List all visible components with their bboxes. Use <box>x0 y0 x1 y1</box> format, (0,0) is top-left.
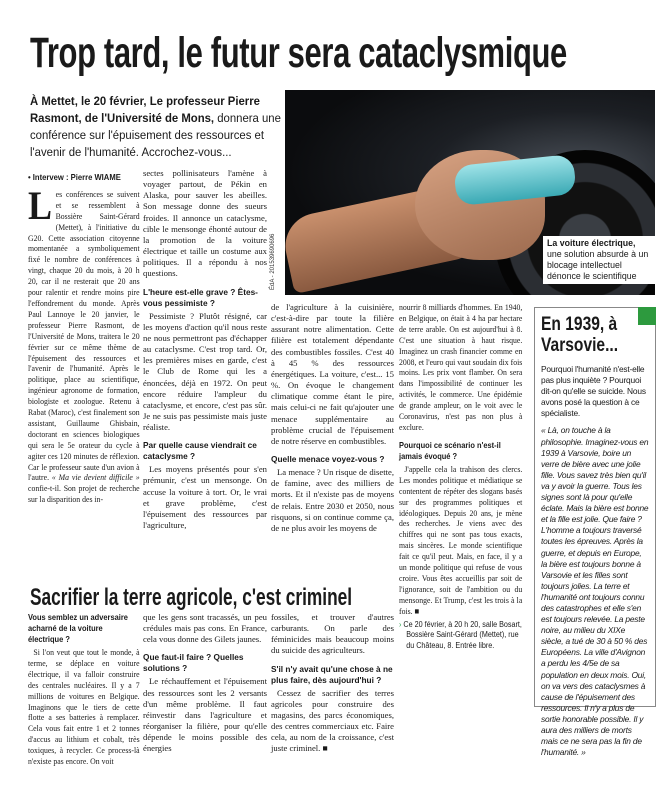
bottom-col-2 <box>143 612 267 755</box>
subheadline: Sacrifier la terre agricole, c'est criminel <box>30 584 353 611</box>
article-col-2 <box>143 168 267 531</box>
photo-credit: ÉdA - 201539690696 <box>270 233 276 290</box>
event-info-text: Ce 20 février, à 20 h 20, salle Bosart, Bossière Saint-Gérard (Mettet), rue du Château, 8. Entrée libre. <box>403 619 522 650</box>
article-col-3 <box>271 302 394 534</box>
answer: La menace ? Un risque de disette, de famine, avec des milliers de morts. Et il n'existe pas de moyens de relais. Entre 2030 et 2050, nous risquons, si on continue comme ça, de ne plus avoir les moyens de <box>271 467 394 533</box>
paragraph-text: confie-t-il. Son projet de recherche sur la disparition des in- <box>28 483 140 505</box>
article-col-1 <box>28 172 140 505</box>
question: Par quelle cause viendrait ce cataclysme ? <box>143 440 257 462</box>
sidebar-lead: Pourquoi l'humanité n'est-elle pas plus inquiète ? Pourquoi dit-on qu'elle se suicide. Nous avons posé la question à ce spécialiste. <box>541 364 646 419</box>
paragraph: de l'agriculture à la cuisinière, c'est-à-dire par toute la filière assurant notre alimentation. Cette filière est totalement dépendante des combustibles fossiles. C'est 40 à 45 % des ressources énergétiques. La voiture, c'est... 15 %. On évoque le changement climatique comme étant le pire, mais celui-ci ne fait qu'ajouter une menace supplémentaire au problème crucial de l'épuisement de notre réserve en combustibles. <box>271 302 394 446</box>
sidebar-title: En 1939, à Varsovie... <box>541 314 619 356</box>
bottom-col-3 <box>271 612 394 755</box>
lead-paragraph <box>28 182 140 505</box>
question: Que faut-il faire ? Quelles solutions ? <box>143 652 244 674</box>
drop-cap: L <box>28 182 53 228</box>
question: Quelle menace voyez-vous ? <box>271 454 385 465</box>
quote: « Ma vie devient difficile » <box>51 472 140 483</box>
headline: Trop tard, le futur sera cataclysmique <box>30 29 567 77</box>
intro-text: donnera une conférence sur l'épuisement des ressources et l'avenir de l'humanité. Accrochez-vous... <box>30 111 281 159</box>
arrow-icon: › <box>399 619 402 629</box>
intro <box>30 93 283 161</box>
answer: Pessimiste ? Plutôt résigné, car les moyens d'action qu'il nous reste ne nous permettront pas d'échapper au cataclysme. C'est trop tard. Or, les premières mises en garde, c'est le Club de Rome qui les a énoncées, déjà en 1972. On peut encore réduire l'ampleur du cataclysme, et encore, c'est pas sûr. Je ne suis pas pessimiste mais juste réaliste. <box>143 310 267 433</box>
answer: Cessez de sacrifier des terres agricoles pour construire des magasins, des parcs économiques, des centres commerciaux etc. Faire cela, au nom de la croissance, c'est juste criminel. ■ <box>271 687 394 754</box>
paragraph: nourrir 8 milliards d'hommes. En 1940, en Belgique, on était à 4 ha par hectare de terre arable. On est aujourd'hui à 8. C'est une situation à haut risque. Imaginez un crash financier comme en 2008, et l'euro qui vaut soudain dix fois moins. Les prix vont flamber. On sera dans l'impossibilité de continuer les activités, le commerce. Une épidémie de grande ampleur, on le voit avec le Coronavirus, n'est pas non plus à exclure. <box>399 302 523 432</box>
paragraph-text: es conférences se suivent et se ressemblent à Bossière Saint-Gérard (Mettet), à l'initiative du G20. Cette association citoyenne momentanée a symboliquement fixé le nombre de conférences à vingt, chaque 20 du mois, à 20 h 20, car il ne resterait que 20 ans pour ralentir et rendre moins pire l'effondrement du monde. Après Paul Lannoye le 20 janvier, le professeur Pierre Rasmont, de l'Université de Mons, traitera le 20 février sur ce même thème de l'épuisement des ressources et l'avenir de l'humanité. Après le politique, place au scientifique, ingénieur agronome de formation, biologiste et zoologue. Retenu à Rabat (Maroc), c'est finalement son assistant, Guillaume Ghisbain, doctorant en sciences biologiques qui sera le 5e orateur du cycle à agiter ces 120 minutes de réflexion. Car le professeur saute d'un avion à l'autre. <box>28 188 140 483</box>
intro-bold: À Mettet, le 20 février, Le professeur Pierre Rasmont, de l'Université de Mons, <box>30 94 260 125</box>
sidebar-quote: « Là, on touche à la philosophie. Imaginez-vous en 1939 à Varsovie, boire un verre de bière avec une jolie fille. Vous savez très bien qu'il va y avoir la guerre. Tous les signes sont là pour qu'elle éclate. Mais la bière est bonne et la fille est jolie. Que faire ? L'homme a toujours traversé toutes les épreuves. Après la guerre, et depuis en Europe, la bière est toujours bonne à Varsovie et les filles sont toujours jolies. La terre et l'humanité ont toujours connu des catastrophes et elle s'en est toujours relevée. La peste noire, au milieu du XIXe siècle, a tué de 30 à 50 % des Européens. La ville d'Avignon a perdu les 4/5e de sa population en deux mois. Oui, on va vers des cataclysmes à cause de l'épuisement des ressources. Il n'y a plus de sortie honorable possible. Il y aura des milliers de morts mais ce ne sera pas la fin de l'humanité. » <box>541 425 649 758</box>
event-info <box>399 620 522 652</box>
answer: J'appelle cela la trahison des clercs. Les mondes politique et médiatique se contentent de répéter des slogans basés sur des programmes politiques et idéologiques. Depuis 20 ans, je mène des recherches. Je viens avec des chiffres qui ne sont pas tous exacts, mais sincères. Le monde scientifique fait ce qu'il peut. Mais, en face, il y a un monde politique qui refuse de vous croire. Vous êtes accueillis par soit de l'ignorance, soit de l'ambition ou du mensonge. Et Trump, c'est les trois à la fois. ■ <box>399 463 523 616</box>
caption-text: une solution absurde à un blocage intellectuel dénonce le scientifique <box>547 249 649 281</box>
question: S'il n'y avait qu'une chose à ne plus faire, dès aujourd'hui ? <box>271 663 393 685</box>
question: Pourquoi ce scénario n'est-il jamais évoqué ? <box>399 439 501 461</box>
answer: Les moyens présentés pour s'en prémunir, c'est un mensonge. On accuse la voiture à tort. Or, le vrai et grave problème, c'est l'épuisement des ressources par l'agriculture, <box>143 464 267 531</box>
paragraph: que les gens sont tracassés, un peu crédules mais pas cons. En France, cela vous donne des Gilets jaunes. <box>143 612 267 645</box>
question: L'heure est-elle grave ? Êtes-vous pessimiste ? <box>143 286 258 308</box>
answer: Si l'on veut que tout le monde, à terme, se déplace en voiture électrique, il va falloir construire des centrales nucléaires. Il y a 7 millions de voitures en Belgique. Imaginons que le tiers de cette flotte a ses batteries à remplacer. Cela vous fait entre 1 et 2 tonnes d'accus au lithium et cobalt, très toxiques, à recycler. Ce process-là n'existe pas encore. On voit <box>28 647 140 767</box>
photo-caption <box>543 236 655 284</box>
answer: Le réchauffement et l'épuisement des ressources sont les 2 versants d'un même problème. Il faut réinvestir dans l'agriculture et réorganiser la filière, pour qu'elle dépende le moins possible des énergies <box>143 676 267 754</box>
paragraph: fossiles, et trouver d'autres carburants. On parle des féminicides mais beaucoup moins du suicide des agriculteurs. <box>271 612 394 656</box>
byline: • Intervew : Pierre WIAME <box>28 172 121 182</box>
caption-title: La voiture électrique, <box>547 238 636 248</box>
sidebar-box <box>534 307 656 758</box>
article-col-4 <box>399 302 522 651</box>
bottom-col-1 <box>28 612 140 767</box>
paragraph: sectes pollinisateurs l'amène à voyager partout, de Pékin en Alaska, pour sauver les abeilles. Son message donne des sueurs froides. Il annonce un cataclysme, cible le mensonge éhonté autour de la promotion de la voiture électrique et taille un costume aux politiques. Il a répondu à nos questions. <box>143 168 267 279</box>
question: Vous semblez un adversaire acharné de la voiture électrique ? <box>28 612 128 644</box>
